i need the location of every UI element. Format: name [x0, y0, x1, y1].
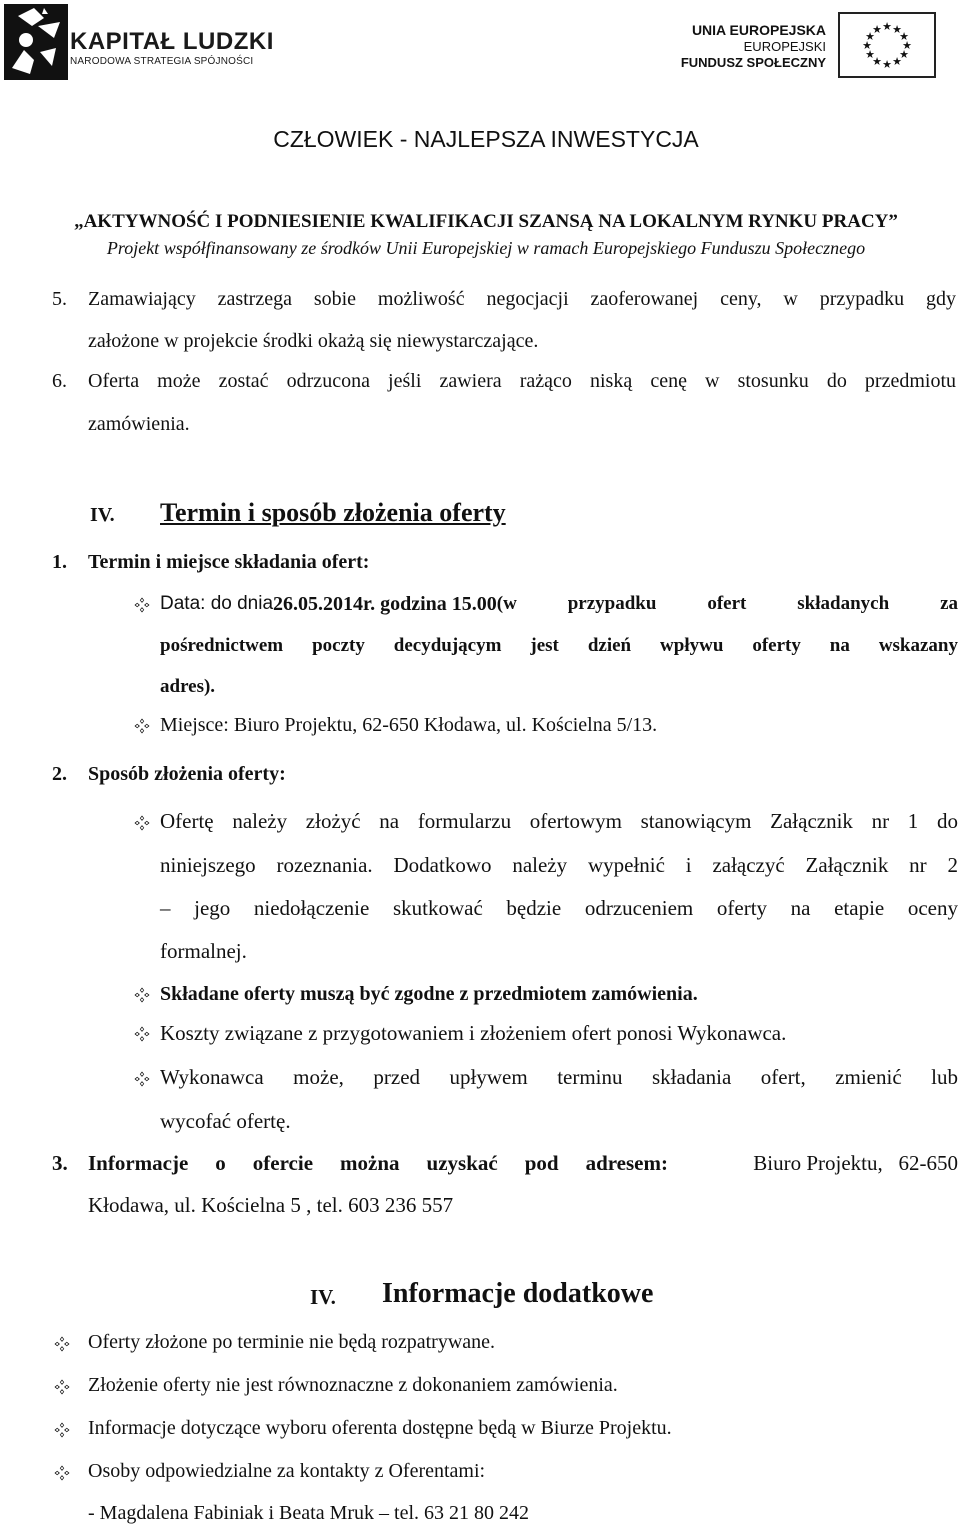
main-title: CZŁOWIEK - NAJLEPSZA INWESTYCJA	[273, 126, 699, 152]
svg-text:★: ★	[882, 58, 892, 71]
b1-line4: formalnej.	[160, 939, 247, 963]
svg-text:★: ★	[872, 23, 882, 36]
date-rest: (w przypadku ofert składanych za	[496, 593, 958, 614]
item-3-line1	[88, 1151, 958, 1176]
item-3-bold: Informacje o ofercie można uzyskać pod adresem:	[88, 1151, 668, 1175]
bullet-diamond-icon	[134, 718, 150, 734]
item-3-number: 3.	[52, 1151, 68, 1175]
item-1-number: 1.	[52, 551, 67, 573]
item-5-line2: założone w projekcie środki okażą się niewystarczające.	[88, 330, 539, 352]
item-3-line2: Kłodawa, ul. Kościelna 5 , tel. 603 236 557	[88, 1193, 454, 1217]
date-line1	[160, 593, 958, 616]
date-line3: adres).	[160, 676, 216, 697]
b1-line2: niniejszego rozeznania. Dodatkowo należy wypełnić i załączyć Załącznik nr 2	[160, 853, 958, 877]
b1-line1: Ofertę należy złożyć na formularzu ofertowym stanowiącym Załącznik nr 1 do	[160, 809, 958, 833]
eu-flag-icon	[838, 12, 936, 78]
eu-logo-line2: EUROPEJSKI	[743, 39, 826, 54]
eu-logo-line1: UNIA EUROPEJSKA	[691, 22, 826, 38]
item-6-line2: zamówienia.	[88, 413, 190, 435]
bullet-diamond-icon	[134, 597, 150, 613]
item-6-line1: Oferta może zostać odrzucona jeśli zawiera rażąco niską cenę w stosunku do przedmiotu	[88, 370, 956, 392]
bullet-diamond-icon	[134, 815, 150, 831]
svg-text:★: ★	[899, 30, 909, 43]
b4-line2: wycofać ofertę.	[160, 1109, 291, 1133]
kapital-ludzki-title: KAPITAŁ LUDZKI	[70, 28, 274, 55]
date-value: 26.05.2014r. godzina 15.00	[273, 593, 497, 615]
svg-text:★: ★	[899, 48, 909, 61]
svg-text:★: ★	[882, 20, 892, 33]
section-iv-number: IV.	[90, 504, 115, 526]
b2-line: Składane oferty muszą być zgodne z przedmiotem zamówienia.	[160, 983, 698, 1005]
svg-text:★: ★	[902, 39, 912, 52]
eu-logo-line3: FUNDUSZ SPOŁECZNY	[680, 55, 826, 70]
contact-persons: - Magdalena Fabiniak i Beata Mruk – tel. 63 21 80 242	[88, 1502, 530, 1524]
section-iv-b-title: Informacje dodatkowe	[382, 1278, 654, 1309]
svg-text:★: ★	[862, 39, 872, 52]
info-bullet-3: Informacje dotyczące wyboru oferenta dostępne będą w Biurze Projektu.	[88, 1417, 672, 1439]
svg-text:★: ★	[865, 48, 875, 61]
info-bullet-4: Osoby odpowiedzialne za kontakty z Oferentami:	[88, 1460, 486, 1482]
b4-line1: Wykonawca może, przed upływem terminu składania ofert, zmienić lub	[160, 1065, 958, 1089]
item-2-title: Sposób złożenia oferty:	[88, 763, 286, 785]
svg-text:★: ★	[892, 55, 902, 68]
b1-line3: – jego niedołączenie skutkować będzie odrzuceniem oferty na etapie oceny	[160, 896, 958, 920]
bullet-diamond-icon	[54, 1422, 70, 1438]
kapital-ludzki-emblem-icon	[4, 4, 68, 80]
svg-text:★: ★	[865, 30, 875, 43]
bullet-diamond-icon	[54, 1465, 70, 1481]
section-iv-b-number: IV.	[310, 1285, 336, 1309]
info-bullet-1: Oferty złożone po terminie nie będą rozpatrywane.	[88, 1331, 496, 1353]
svg-text:★: ★	[872, 55, 882, 68]
cofinance-note: Projekt współfinansowany ze środków Unii Europejskiej w ramach Europejskiego Funduszu Społecznego	[106, 238, 866, 258]
item-5-number: 5.	[52, 288, 67, 310]
section-iv-title: Termin i sposób złożenia oferty	[160, 498, 506, 527]
item-1-title: Termin i miejsce składania ofert:	[88, 551, 370, 573]
bullet-diamond-icon	[134, 1071, 150, 1087]
item-6-number: 6.	[52, 370, 67, 392]
info-bullet-2: Złożenie oferty nie jest równoznaczne z dokonaniem zamówienia.	[88, 1374, 618, 1396]
item-5-line1: Zamawiający zastrzega sobie możliwość negocjacji zaoferowanej ceny, w przypadku gdy	[88, 288, 956, 310]
bullet-diamond-icon	[134, 1026, 150, 1042]
bullet-diamond-icon	[54, 1336, 70, 1352]
date-line2: pośrednictwem poczty decydującym jest dzień wpływu oferty na wskazany	[160, 635, 958, 656]
bullet-diamond-icon	[54, 1379, 70, 1395]
item-2-number: 2.	[52, 763, 67, 785]
project-title: „AKTYWNOŚĆ I PODNIESIENIE KWALIFIKACJI SZANSĄ NA LOKALNYM RYNKU PRACY”	[74, 211, 898, 232]
date-prefix: Data: do dnia	[160, 593, 274, 614]
bullet-diamond-icon	[134, 987, 150, 1003]
kapital-ludzki-subtitle: NARODOWA STRATEGIA SPÓJNOŚCI	[70, 56, 254, 67]
place-line: Miejsce: Biuro Projektu, 62-650 Kłodawa, ul. Kościelna 5/13.	[160, 714, 658, 736]
svg-text:★: ★	[892, 23, 902, 36]
b3-line: Koszty związane z przygotowaniem i złożeniem ofert ponosi Wykonawca.	[160, 1021, 787, 1045]
item-3-address-start: Biuro Projektu, 62-650	[753, 1151, 958, 1175]
